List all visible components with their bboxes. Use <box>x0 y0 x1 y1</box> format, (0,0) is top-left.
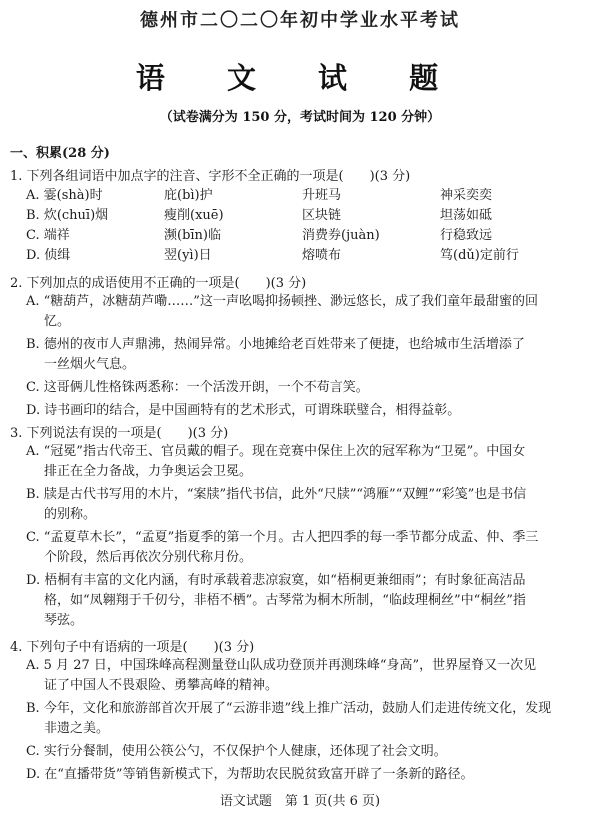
question-3-options <box>26 442 582 631</box>
option-row-c <box>26 226 586 246</box>
section-heading: 一、积累(28 分) <box>10 146 110 161</box>
option-row-a <box>26 186 586 206</box>
question-2-stem: 2. 下列加点的成语使用不正确的一项是( )(3 分) <box>10 276 307 291</box>
option-cell: 坦荡如砥 <box>440 208 493 223</box>
question-1-stem: 1. 下列各组词语中加点字的注音、字形不全正确的一项是( )(3 分) <box>10 169 411 184</box>
option-cell: 消费券(juàn) <box>302 228 380 243</box>
option-cell: 翌(yì)日 <box>164 248 212 263</box>
exam-title: 德州市二〇二〇年初中学业水平考试 <box>140 10 460 31</box>
subject-title: 语 文 试 题 <box>135 61 465 95</box>
option-d: D. 诗书画印的结合，是中国画特有的艺术形式，可谓珠联璧合，相得益彰。 <box>26 403 461 418</box>
option-a-line2: 忆。 <box>44 314 71 329</box>
option-d-line2: 格，如“凤翱翔于千仞兮，非梧不栖”。古琴常为桐木所制，“临歧理桐丝”中“桐丝”指 <box>44 593 526 608</box>
option-c-line1: C. “孟夏草木长”，“孟夏”指夏季的第一个月。古人把四季的每一季节都分成孟、仲、季三 <box>26 530 539 545</box>
option-a-line2: 排正在全力备战，力争奥运会卫冕。 <box>44 464 253 479</box>
option-d: D. 在“直播带货”等销售新模式下，为帮助农民脱贫致富开辟了一条新的路径。 <box>26 767 474 782</box>
option-cell: 瘦削(xuē) <box>164 208 224 223</box>
option-cell: 行稳致远 <box>440 228 493 243</box>
option-cell: 濒(bīn)临 <box>164 228 221 243</box>
option-b-line1: B. 今年，文化和旅游部首次开展了“云游非遗”线上推广活动，鼓励人们走进传统文化，发现 <box>26 701 552 716</box>
option-cell: 熔喷布 <box>302 248 342 263</box>
option-b-line1: B. 德州的夜市人声鼎沸，热闹异常。小地摊给老百姓带来了便捷，也给城市生活增添了 <box>26 337 525 352</box>
page-footer: 语文试题 第 1 页(共 6 页) <box>219 794 381 809</box>
option-cell: 神采奕奕 <box>440 188 493 203</box>
option-b-line2: 非遗之美。 <box>44 721 110 736</box>
option-a-line1: A. “糖葫芦，冰糖葫芦嘞……”这一声吆喝抑扬顿挫、渺远悠长，成了我们童年最甜蜜的回 <box>26 294 538 309</box>
option-cell: 笃(dǔ)定前行 <box>440 248 519 263</box>
option-a-line1: A. “冠冕”指古代帝王、官员戴的帽子。现在竞赛中保住上次的冠军称为“卫冕”。中国女 <box>26 444 526 459</box>
option-cell: 升班马 <box>302 188 342 203</box>
option-cell: A. 霎(shà)时 <box>26 188 103 203</box>
option-b-line2: 的别称。 <box>44 507 97 522</box>
option-a-line2: 证了中国人不畏艰险、勇攀高峰的精神。 <box>44 678 279 693</box>
option-a-line1: A. 5 月 27 日，中国珠峰高程测量登山队成功登顶并再测珠峰“身高”，世界屋脊又一次见 <box>26 658 537 673</box>
option-b-line1: B. 牍是古代书写用的木片，“案牍”指代书信，此外“尺牍”“鸿雁”“双鲤”“彩笺”也是书信 <box>26 487 527 502</box>
question-4-options <box>26 656 582 785</box>
question-4-stem: 4. 下列句子中有语病的一项是( )(3 分) <box>10 640 255 655</box>
question-1-options <box>26 186 586 266</box>
option-cell: C. 端祥 <box>26 228 70 243</box>
question-3-stem: 3. 下列说法有误的一项是( )(3 分) <box>10 426 229 441</box>
option-cell: B. 炊(chuī)烟 <box>26 208 109 223</box>
exam-note: （试卷满分为 150 分，考试时间为 120 分钟） <box>159 110 441 125</box>
option-c-line2: 个阶段，然后再依次分别代称月份。 <box>44 550 253 565</box>
option-row-d <box>26 246 586 266</box>
option-row-b <box>26 206 586 226</box>
option-cell: 区块链 <box>302 208 342 223</box>
option-c: C. 实行分餐制，使用公筷公勺，不仅保护个人健康，还体现了社会文明。 <box>26 744 447 759</box>
option-cell: D. 侦缉 <box>26 248 71 263</box>
option-d-line1: D. 梧桐有丰富的文化内涵，有时承载着悲凉寂寞，如“梧桐更兼细雨”；有时象征高洁品 <box>26 573 526 588</box>
option-cell: 庇(bì)护 <box>164 188 213 203</box>
question-2-options <box>26 292 582 421</box>
option-b-line2: 一丝烟火气息。 <box>44 357 136 372</box>
option-c: C. 这哥俩儿性格铢两悉称：一个活泼开朗，一个不苟言笑。 <box>26 380 369 395</box>
option-d-line3: 琴弦。 <box>44 613 84 628</box>
